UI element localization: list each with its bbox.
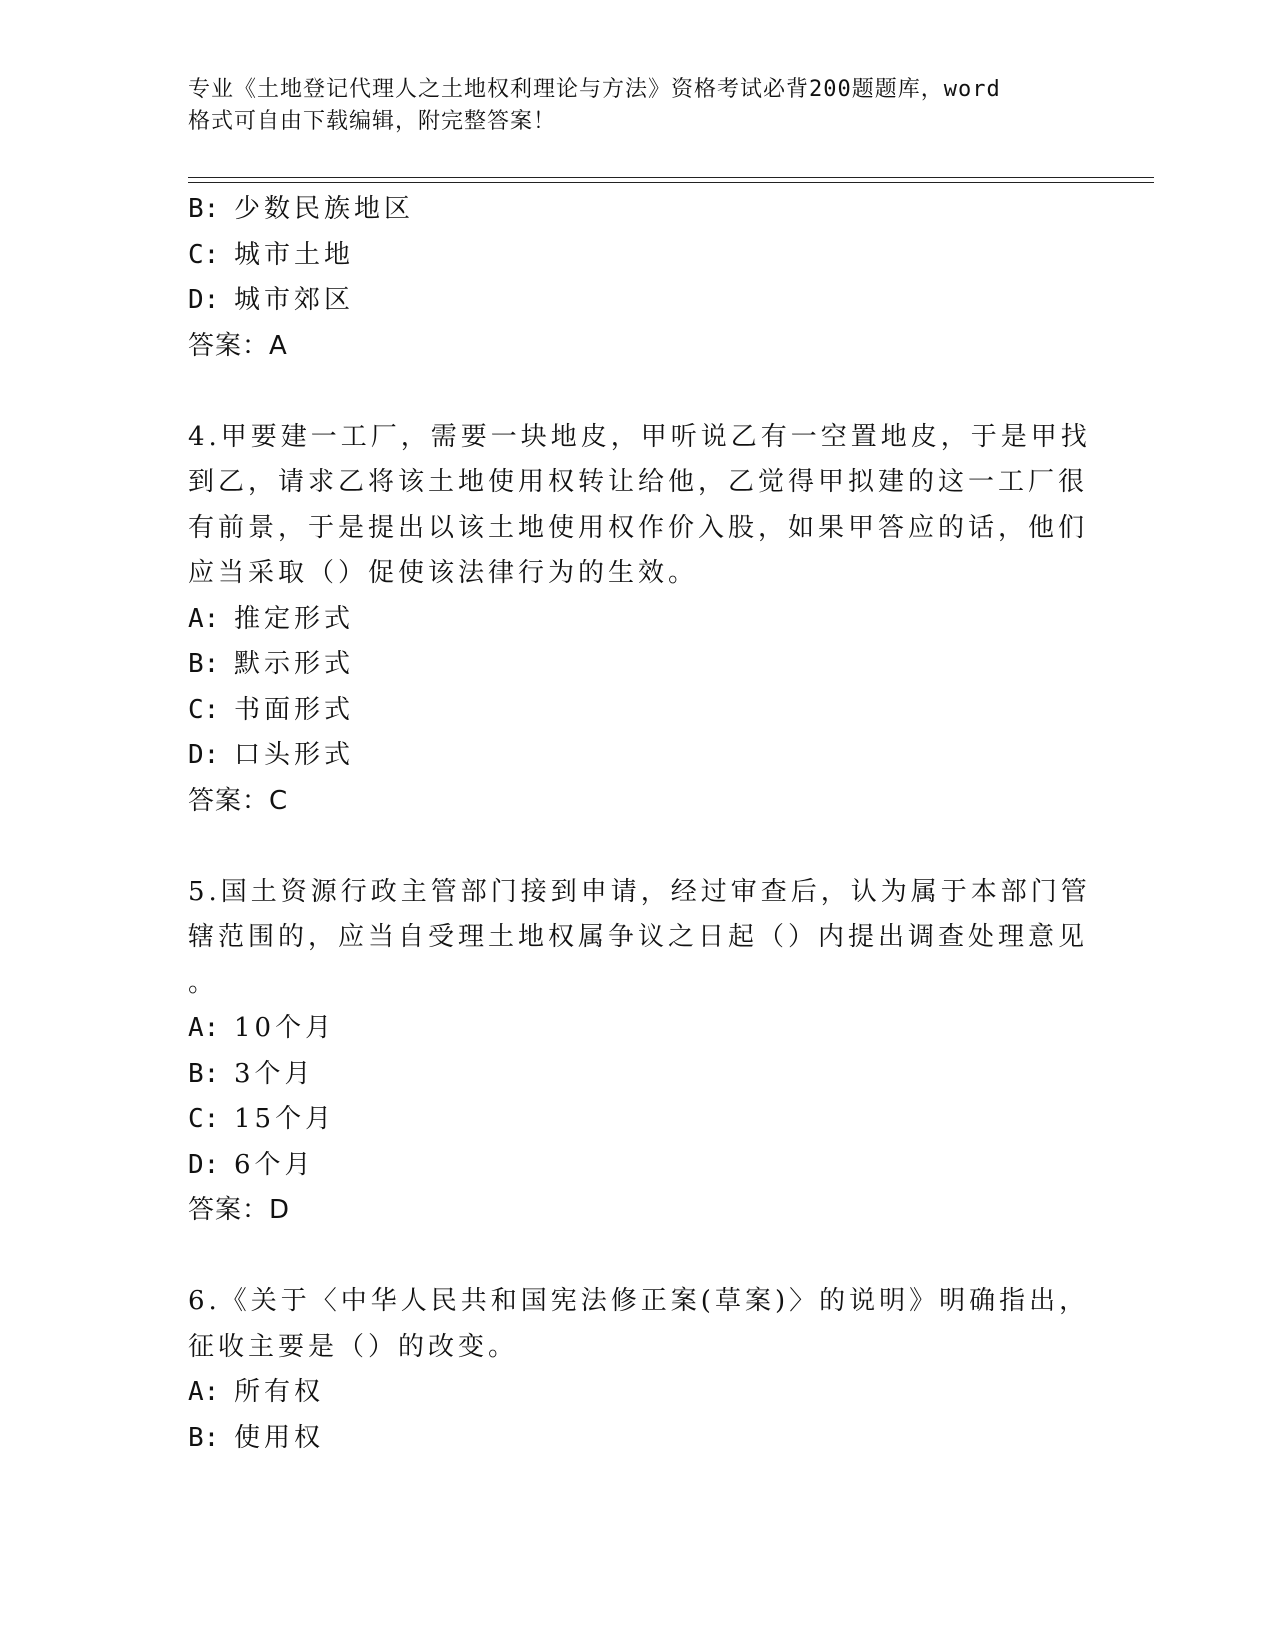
option-label: B: (188, 1422, 220, 1453)
question-text-line: 4.甲要建一工厂，需要一块地皮，甲听说乙有一空置地皮，于是甲找 (188, 421, 1091, 452)
spacer (188, 369, 1068, 415)
option-c (188, 233, 1068, 279)
option-b (188, 1052, 1068, 1098)
option-label: A: (188, 1013, 220, 1043)
option-label: C: (188, 694, 220, 725)
option-text: 15个月 (234, 1104, 336, 1134)
question-text-line: 到乙，请求乙将该土地使用权转让给他，乙觉得甲拟建的这一工厂很 (188, 467, 1089, 497)
option-text: 少数民族地区 (234, 194, 415, 224)
question-4 (188, 415, 1091, 825)
question-text-line: 。 (188, 967, 219, 998)
option-text: 城市土地 (234, 239, 355, 270)
header-rule-bottom (188, 182, 1154, 183)
question-text-line: 有前景，于是提出以该土地使用权作价入股，如果甲答应的话，他们 (188, 512, 1089, 543)
option-label: B: (188, 1058, 220, 1089)
question-text-line: 应当采取（）促使该法律行为的生效。 (188, 558, 699, 588)
option-label: A: (188, 603, 220, 634)
option-a (188, 1006, 1068, 1052)
option-b (188, 642, 1068, 688)
answer-line: 答案：A (188, 330, 288, 361)
option-text: 6个月 (234, 1149, 315, 1180)
question-text-line: 征收主要是（）的改变。 (188, 1331, 519, 1362)
question-text-line: 6.《关于〈中华人民共和国宪法修正案(草案)〉的说明》明确指出， (188, 1286, 1090, 1316)
header-rule-top (188, 177, 1154, 178)
option-text: 书面形式 (234, 694, 355, 725)
option-label: D: (188, 1149, 220, 1180)
spacer (188, 1234, 1068, 1280)
option-label: A: (188, 1377, 220, 1407)
option-text: 城市郊区 (234, 285, 355, 315)
option-label: C: (188, 239, 220, 270)
question-3-tail (188, 187, 1068, 369)
option-d (188, 1143, 1068, 1189)
option-c (188, 1097, 1068, 1143)
option-label: B: (188, 649, 220, 679)
header-line-2: 格式可自由下载编辑，附完整答案！ (188, 109, 557, 134)
option-b (188, 1416, 1068, 1462)
option-text: 3个月 (234, 1058, 315, 1089)
option-text: 默示形式 (234, 649, 355, 679)
option-a (188, 1370, 1068, 1416)
option-text: 所有权 (234, 1377, 325, 1407)
option-d (188, 733, 1068, 779)
question-text-line: 5.国土资源行政主管部门接到申请，经过审查后，认为属于本部门管 (188, 876, 1091, 907)
spacer (188, 824, 1068, 870)
option-label: C: (188, 1104, 220, 1134)
option-text: 10个月 (234, 1013, 336, 1043)
option-text: 使用权 (234, 1422, 325, 1453)
answer-line: 答案：D (188, 1195, 291, 1225)
question-list (188, 187, 1091, 1461)
question-6 (188, 1279, 1090, 1461)
option-c (188, 688, 1068, 734)
document-header (188, 74, 1068, 138)
header-line-1: 专业《土地登记代理人之土地权利理论与方法》资格考试必背200题题库，word (188, 77, 1001, 102)
option-b (188, 187, 1068, 233)
question-5 (188, 870, 1091, 1234)
option-label: D: (188, 285, 220, 315)
option-label: D: (188, 740, 220, 770)
question-text-line: 辖范围的，应当自受理土地权属争议之日起（）内提出调查处理意见 (188, 922, 1089, 952)
option-label: B: (188, 194, 220, 224)
option-text: 推定形式 (234, 603, 355, 634)
option-text: 口头形式 (234, 740, 355, 770)
option-d (188, 278, 1068, 324)
option-a (188, 597, 1068, 643)
answer-line: 答案：C (188, 785, 289, 816)
